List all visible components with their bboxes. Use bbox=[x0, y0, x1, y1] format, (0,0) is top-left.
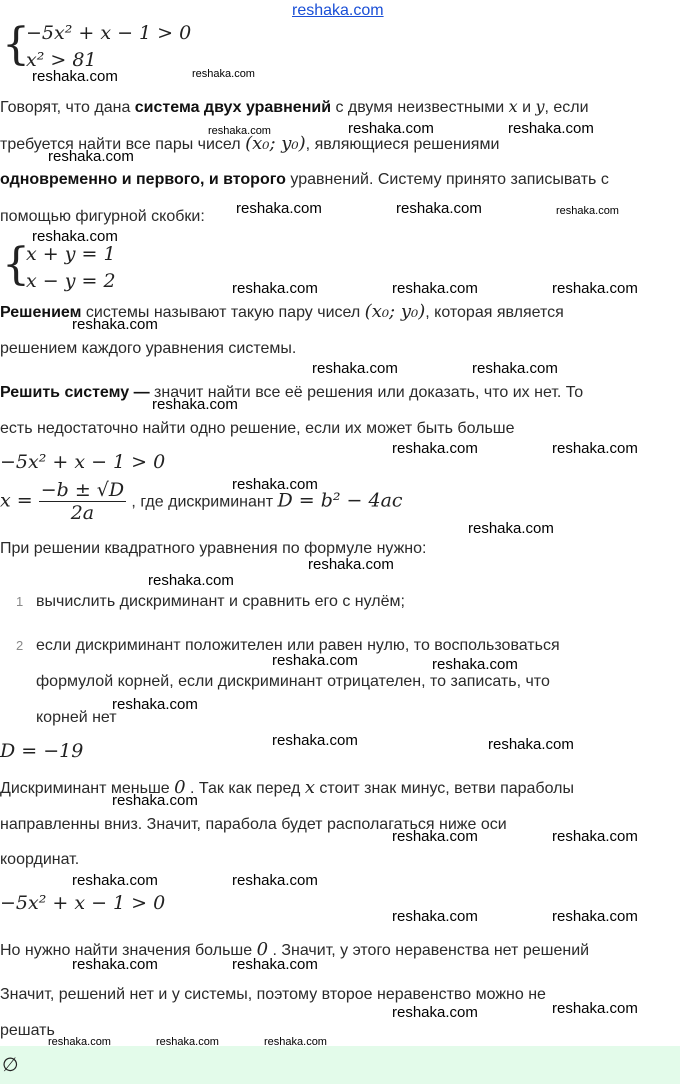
system-brace: { bbox=[2, 239, 30, 290]
conclusion-line-3: решать bbox=[0, 1022, 55, 1039]
formula-fraction: $\frac{-b \pm √D}{2a}$ bbox=[40, 479, 125, 524]
solution-definition-line-2: решением каждого уравнения системы. bbox=[0, 340, 297, 357]
watermark: reshaka.com bbox=[48, 1036, 111, 1048]
watermark: reshaka.com bbox=[472, 360, 558, 377]
definition-line-2: требуется найти все пары чисел (x₀; y₀), являющиеся решениями bbox=[0, 133, 500, 154]
formula-steps-intro: При решении квадратного уравнения по формуле нужно: bbox=[0, 540, 427, 557]
solve-system-line-2: есть недостаточно найти одно решение, если их может быть больше bbox=[0, 420, 515, 437]
watermark: reshaka.com bbox=[392, 440, 478, 457]
watermark: reshaka.com bbox=[148, 572, 234, 589]
watermark: reshaka.com bbox=[232, 280, 318, 297]
watermark: reshaka.com bbox=[264, 1036, 327, 1048]
watermark: reshaka.com bbox=[236, 200, 322, 217]
watermark-top-link[interactable]: reshaka.com bbox=[292, 2, 384, 19]
quadratic-formula: x = $\frac{-b \pm √D}{2a}$ , где дискриминант D = b² − 4ac bbox=[0, 479, 403, 524]
watermark: reshaka.com bbox=[392, 1004, 478, 1021]
watermark: reshaka.com bbox=[272, 732, 358, 749]
solve-system-line-1: Решить систему — значит найти все её решения или доказать, что их нет. То bbox=[0, 384, 584, 401]
parabola-line-1: Дискриминант меньше 0 . Так как перед x стоит знак минус, ветви параболы bbox=[0, 777, 574, 798]
watermark: reshaka.com bbox=[156, 1036, 219, 1048]
watermark: reshaka.com bbox=[392, 828, 478, 845]
watermark: reshaka.com bbox=[552, 828, 638, 845]
inequality-2: −5x² + x − 1 > 0 bbox=[0, 892, 166, 914]
system-brace: { bbox=[2, 19, 30, 70]
watermark: reshaka.com bbox=[192, 68, 255, 80]
watermark: reshaka.com bbox=[32, 68, 118, 85]
watermark: reshaka.com bbox=[312, 360, 398, 377]
watermark: reshaka.com bbox=[552, 1000, 638, 1017]
inequality-1: −5x² + x − 1 > 0 bbox=[0, 451, 166, 473]
watermark: reshaka.com bbox=[72, 956, 158, 973]
solution-definition-line-1: Решением системы называют такую пару чисел (x₀; y₀), которая является bbox=[0, 301, 564, 322]
watermark: reshaka.com bbox=[232, 872, 318, 889]
watermark: reshaka.com bbox=[488, 736, 574, 753]
watermark: reshaka.com bbox=[72, 872, 158, 889]
system2-eq2: x − y = 2 bbox=[26, 270, 116, 292]
definition-line-4: помощью фигурной скобки: bbox=[0, 208, 205, 225]
watermark: reshaka.com bbox=[552, 440, 638, 457]
step-2-line-1: если дискриминант положителен или равен нулю, то воспользоваться bbox=[36, 637, 560, 654]
watermark: reshaka.com bbox=[272, 652, 358, 669]
watermark: reshaka.com bbox=[552, 908, 638, 925]
watermark: reshaka.com bbox=[552, 280, 638, 297]
parabola-line-3: координат. bbox=[0, 851, 80, 868]
step-2-line-2: формулой корней, если дискриминант отрицателен, то записать, что bbox=[36, 673, 550, 690]
watermark: reshaka.com bbox=[392, 280, 478, 297]
watermark: reshaka.com bbox=[396, 200, 482, 217]
watermark: reshaka.com bbox=[392, 908, 478, 925]
step-2-line-3: корней нет bbox=[36, 709, 117, 726]
watermark: reshaka.com bbox=[152, 396, 238, 413]
watermark: reshaka.com bbox=[468, 520, 554, 537]
conclusion-line-1: Но нужно найти значения больше 0 . Значит, у этого неравенства нет решений bbox=[0, 939, 590, 960]
parabola-line-2: направленны вниз. Значит, парабола будет располагаться ниже оси bbox=[0, 816, 507, 833]
watermark: reshaka.com bbox=[208, 125, 271, 137]
system1-eq2: x² > 81 bbox=[26, 49, 97, 71]
system2-eq1: x + y = 1 bbox=[26, 243, 116, 265]
watermark: reshaka.com bbox=[556, 205, 619, 217]
answer-box bbox=[0, 1046, 680, 1084]
watermark: reshaka.com bbox=[348, 120, 434, 137]
watermark: reshaka.com bbox=[432, 656, 518, 673]
discriminant-value: D = −19 bbox=[0, 740, 84, 762]
empty-set-answer: ∅ bbox=[2, 1054, 19, 1076]
watermark: reshaka.com bbox=[72, 316, 158, 333]
step-number: 1 bbox=[16, 594, 24, 609]
step-number: 2 bbox=[16, 638, 24, 653]
watermark: reshaka.com bbox=[232, 476, 318, 493]
watermark: reshaka.com bbox=[32, 228, 118, 245]
watermark: reshaka.com bbox=[112, 792, 198, 809]
definition-line-1: Говорят, что дана система двух уравнений с двумя неизвестными x и y, если bbox=[0, 97, 589, 116]
step-1-text: вычислить дискриминант и сравнить его с нулём; bbox=[36, 593, 405, 610]
watermark: reshaka.com bbox=[48, 148, 134, 165]
conclusion-line-2: Значит, решений нет и у системы, поэтому второе неравенство можно не bbox=[0, 986, 546, 1003]
definition-line-3: одновременно и первого, и второго уравнений. Систему принято записывать с bbox=[0, 171, 609, 188]
watermark: reshaka.com bbox=[232, 956, 318, 973]
watermark: reshaka.com bbox=[112, 696, 198, 713]
watermark: reshaka.com bbox=[508, 120, 594, 137]
system1-eq1: −5x² + x − 1 > 0 bbox=[26, 22, 192, 44]
watermark: reshaka.com bbox=[308, 556, 394, 573]
